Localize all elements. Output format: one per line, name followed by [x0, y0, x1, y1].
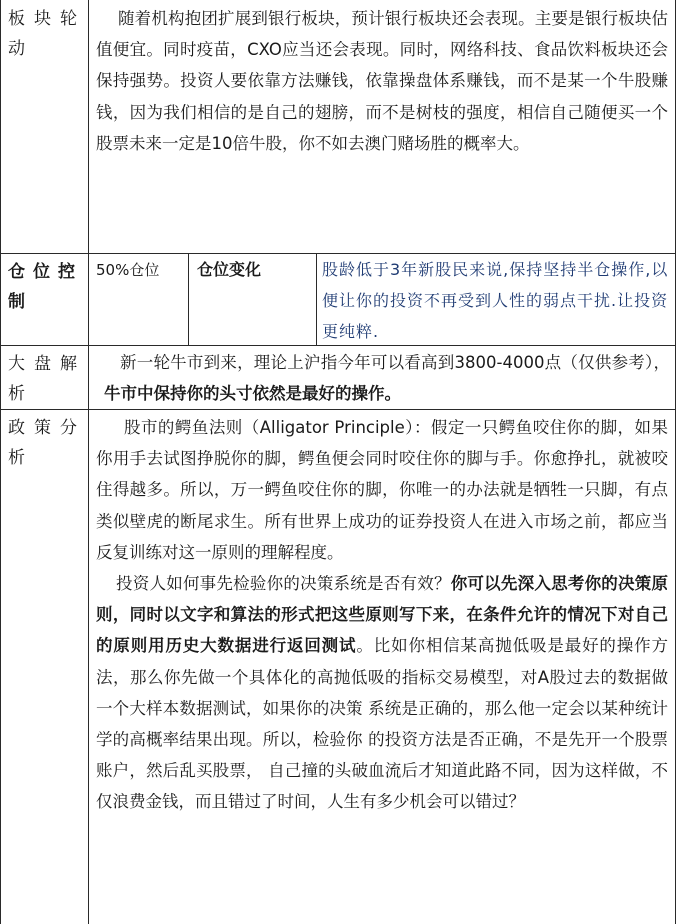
policy-text — [96, 412, 668, 818]
market-text — [104, 347, 670, 409]
policy-label: 政策分析 — [8, 418, 86, 468]
position-change-text: 股龄低于3年新股民来说,保持坚持半仓操作,以便让你的投资不再受到人性的弱点干扰.让投资更纯粹. — [322, 260, 669, 341]
policy-paragraph-1: 股市的鳄鱼法则（Alligator Principle）：假定一只鳄鱼咬住你的脚，如果你用手去试图挣脱你的脚，鳄鱼便会同时咬住你的脚与手。你愈挣扎，就被咬住得越多。所以，万一鳄鱼咬住你的脚，你唯一的办法就是牺牲一只脚，有点类似壁虎的断尾求生。所有世界上成功的证券投资人在进入市场之前，都应当反复训练对这一原则的理解程度。 — [96, 418, 668, 562]
market-text-normal: 新一轮牛市到来，理论上沪指今年可以看高到3800-4000点（仅供参考）， — [120, 353, 670, 372]
position-divider-2 — [316, 253, 317, 345]
market-text-bold: 牛市中保持你的头寸依然是最好的操作。 — [104, 384, 401, 404]
sector-label: 板块轮动 — [8, 9, 86, 59]
policy-p2-bold: 你可以先深入思考你的决策原则，同时以文字和算法的形式把这些原则写下来，在条件允许的情况下对自己的原则用历史大数据进行返回测试 — [96, 574, 668, 656]
position-change-label: 仓位变化 — [197, 260, 262, 279]
policy-paragraph-2 — [96, 568, 668, 818]
policy-p2-end: 。比如你相信某高抛低吸是最好的操作方法，那么你先做一个具体化的高抛低吸的指标交易模型，对A股过去的数据做一个大样本数据测试，如果你的决策 系统是正确的，那么他一定会以某种统计学的高概率结果出现。所以，检验你 的投资方法是否正确，不是先开一个股票账户，然后乱买股票， 自己撞的头破血流后才知道此路不同，因为这样做，不仅浪费金钱，而且错过了时间，人生有多少机会可以错过？ — [96, 636, 668, 812]
market-label: 大盘解析 — [8, 354, 86, 404]
position-value: 50%仓位 — [96, 261, 160, 279]
sector-text: 随着机构抱团扩展到银行板块，预计银行板块还会表现。主要是银行板块估值便宜。同时疫苗，CXO应当还会表现。同时，网络科技、食品饮料板块还会保持强势。投资人要依靠方法赚钱，依靠操盘体系赚钱，而不是某一个牛股赚钱，因为我们相信的是自己的翅膀，而不是树枝的强度，相信自己随便买一个股票未来一定是10倍牛股，你不如去澳门赌场胜的概率大。 — [96, 9, 668, 153]
label-column-divider — [88, 0, 89, 924]
position-divider-1 — [188, 253, 189, 345]
policy-p2-start: 投资人如何事先检验你的决策系统是否有效？ — [116, 574, 451, 594]
position-label: 仓位控制 — [8, 262, 83, 312]
